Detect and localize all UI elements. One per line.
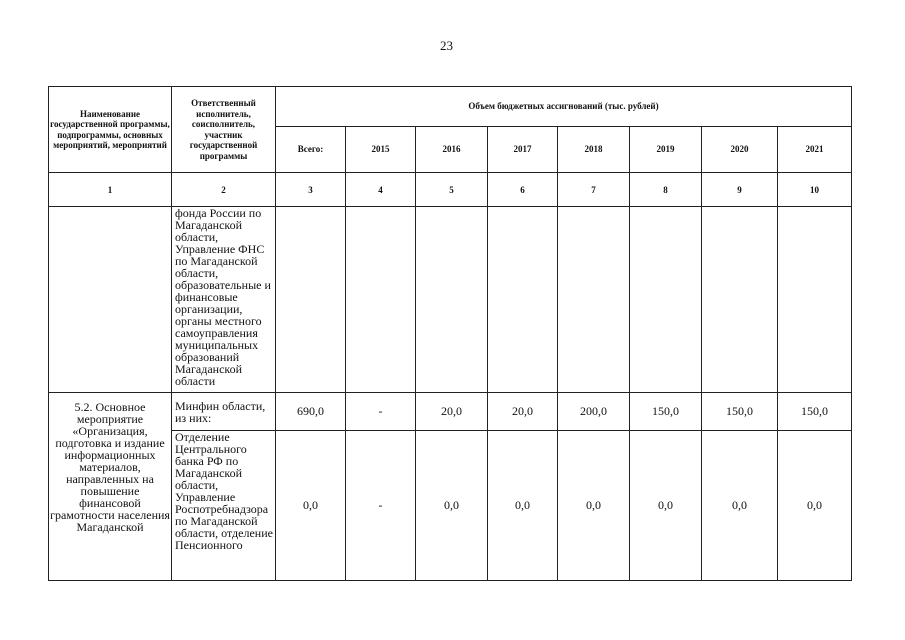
header-year-2020: 2020 (702, 127, 778, 173)
value-2019: 0,0 (630, 431, 702, 581)
column-number: 3 (276, 173, 346, 207)
value-2020: 0,0 (702, 431, 778, 581)
header-year-2015: 2015 (346, 127, 416, 173)
executor-cell: Отделение Центрального банка РФ по Магаданской области, Управление Роспотребнадзора по Магаданской области, отделение Пенсионного (172, 431, 276, 581)
header-executor: Ответственный исполнитель, соисполнитель, участник государственной программы (172, 87, 276, 173)
value-2020: 150,0 (702, 393, 778, 431)
program-cell-empty (49, 207, 172, 393)
value-2019: 150,0 (630, 393, 702, 431)
value-2018: 0,0 (558, 431, 630, 581)
column-number: 10 (778, 173, 852, 207)
table-row (49, 393, 852, 431)
header-program-name: Наименование государственной программы, подпрограммы, основных мероприятий, мероприятий (49, 87, 172, 173)
value-2021: 150,0 (778, 393, 852, 431)
header-year-2021: 2021 (778, 127, 852, 173)
header-year-2018: 2018 (558, 127, 630, 173)
header-year-2016: 2016 (416, 127, 488, 173)
value-2016: 20,0 (416, 393, 488, 431)
column-number: 6 (488, 173, 558, 207)
column-number: 9 (702, 173, 778, 207)
value-2016: 0,0 (416, 431, 488, 581)
executor-cell: Минфин области, из них: (172, 393, 276, 431)
column-number: 2 (172, 173, 276, 207)
header-year-2017: 2017 (488, 127, 558, 173)
value-total: 0,0 (276, 431, 346, 581)
column-number: 1 (49, 173, 172, 207)
page-number: 23 (440, 38, 453, 53)
value-2015: - (346, 393, 416, 431)
budget-table (48, 86, 852, 581)
value-2018: 200,0 (558, 393, 630, 431)
value-total: 690,0 (276, 393, 346, 431)
value-2021: 0,0 (778, 431, 852, 581)
header-budget-title: Объем бюджетных ассигнований (тыс. рублей) (276, 87, 852, 127)
header-year-2019: 2019 (630, 127, 702, 173)
column-number-row (49, 173, 852, 207)
header-total: Всего: (276, 127, 346, 173)
value-2015: - (346, 431, 416, 581)
table-row (49, 207, 852, 393)
column-number: 5 (416, 173, 488, 207)
executor-cell: фонда России по Магаданской области, Управление ФНС по Магаданской области, образовательные и финансовые организации, органы местного самоуправления муниципальных образований Магаданской области (172, 207, 276, 393)
column-number: 8 (630, 173, 702, 207)
column-number: 4 (346, 173, 416, 207)
program-cell: 5.2. Основное мероприятие «Организация, подготовка и издание информационных материалов, направленных на повышение финансовой грамотности населения Магаданской (49, 393, 172, 581)
value-2017: 20,0 (488, 393, 558, 431)
column-number: 7 (558, 173, 630, 207)
value-2017: 0,0 (488, 431, 558, 581)
